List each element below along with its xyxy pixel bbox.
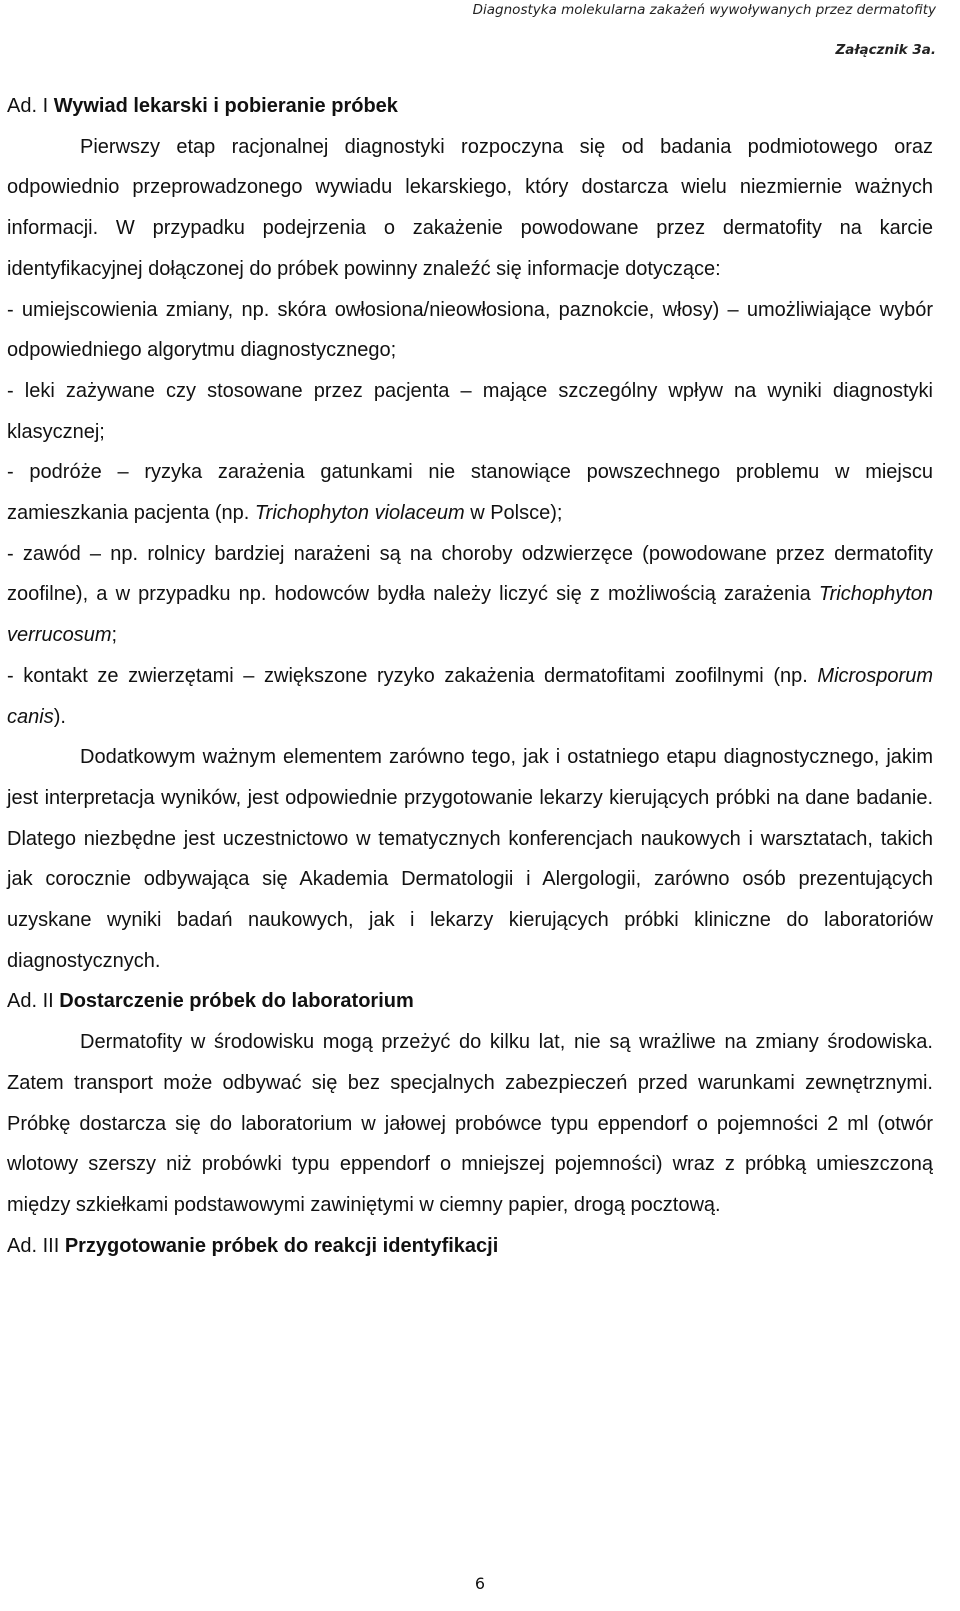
section-heading-2	[7, 981, 933, 1022]
list-item-travel	[7, 452, 933, 533]
list-item-text: - podróże – ryzyka zarażenia gatunkami nie stanowiące powszechnego problemu w miejscu zamieszkania pacjenta (np.	[7, 461, 933, 525]
section-title: Dostarczenie próbek do laboratorium	[59, 990, 414, 1013]
section-title: Wywiad lekarski i pobieranie próbek	[53, 95, 398, 117]
list-item-location: - umiejscowienia zmiany, np. skóra owłosiona/nieowłosiona, paznokcie, włosy) – umożliwiające wybór odpowiedniego algorytmu diagnostycznego;	[7, 298, 933, 362]
section-heading-3	[7, 1226, 933, 1267]
running-header: Diagnostyka molekularna zakażeń wywoływanych przez dermatofity	[472, 2, 936, 18]
section-title: Przygotowanie próbek do reakcji identyfikacji	[64, 1234, 499, 1257]
list-item-drugs: - leki zażywane czy stosowane przez pacjenta – mające szczególny wpływ na wyniki diagnostyki klasycznej;	[7, 379, 933, 443]
section-prefix: Ad. I	[7, 95, 54, 117]
species-name: Microsporum canis	[7, 664, 933, 728]
list-item-text: ).	[53, 705, 66, 728]
page-number: 6	[474, 1574, 486, 1593]
species-name: Trichophyton violaceum	[254, 502, 465, 525]
list-item-animals	[7, 656, 933, 737]
section-heading-1	[7, 86, 933, 127]
document-body	[7, 86, 933, 1266]
section-prefix: Ad. III	[7, 1234, 65, 1257]
list-item-text: - kontakt ze zwierzętami – zwiększone ryzyko zakażenia dermatofitami zoofilnymi (np.	[7, 664, 818, 687]
paragraph-intro: Pierwszy etap racjonalnej diagnostyki rozpoczyna się od badania podmiotowego oraz odpowiednio przeprowadzonego wywiadu lekarskiego, który dostarcza wielu niezmiernie ważnych informacji. W przypadku podejrzenia o zakażenie powodowane przez dermatofity na karcie identyfikacyjnej dołączonej do próbek powinny znaleźć się informacje dotyczące:	[7, 135, 933, 280]
species-name: Trichophyton verrucosum	[7, 583, 933, 647]
list-item-text: ;	[111, 624, 118, 647]
list-item-text: - zawód – np. rolnicy bardziej narażeni są na choroby odzwierzęce (powodowane przez dermatofity zoofilne), a w przypadku np. hodowców bydła należy liczyć się z możliwością zarażenia	[7, 542, 933, 606]
list-item-occupation	[7, 534, 933, 656]
annex-label: Załącznik 3a.	[835, 42, 936, 58]
paragraph-training: Dodatkowym ważnym elementem zarówno tego, jak i ostatniego etapu diagnostycznego, jakim jest interpretacja wyników, jest odpowiednie przygotowanie lekarzy kierujących próbki na dane badanie. Dlatego niezbędne jest uczestnictowo w tematycznych konferencjach naukowych i warsztatach, takich jak corocznie odbywająca się Akademia Dermatologii i Alergologii, zarówno osób prezentujących uzyskane wyniki badań naukowych, jak i lekarzy kierujących próbki kliniczne do laboratoriów diagnostycznych.	[7, 746, 933, 972]
section-prefix: Ad. II	[7, 990, 60, 1013]
list-item-text: w Polsce);	[464, 502, 563, 525]
paragraph-transport: Dermatofity w środowisku mogą przeżyć do kilku lat, nie są wrażliwe na zmiany środowiska. Zatem transport może odbywać się bez specjalnych zabezpieczeń przed warunkami zewnętrznymi. Próbkę dostarcza się do laboratorium w jałowej probówce typu eppendorf o pojemności 2 ml (otwór wlotowy szerszy niż probówki typu eppendorf o mniejszej pojemności) wraz z próbką umieszczoną między szkiełkami podstawowymi zawiniętymi w ciemny papier, drogą pocztową.	[7, 1031, 933, 1216]
